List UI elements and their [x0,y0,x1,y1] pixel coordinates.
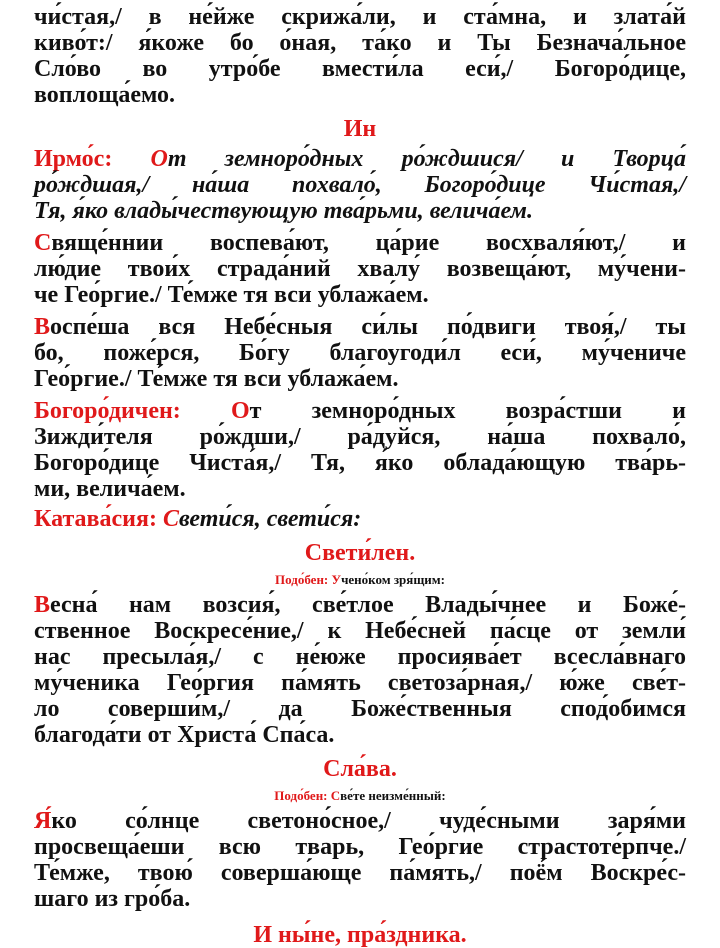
katavasia-line [0,506,720,532]
text-line: му́ченика Гео́ргия па́мять светоза́рная,/ ю́же све́т- [34,670,686,696]
drop-cap: С [330,788,341,803]
exapostilarion-paragraph [0,592,720,748]
heading-in: Ин [343,116,377,142]
podoben-line [0,572,720,588]
katavasia-label: Катава́сия: [34,506,163,532]
text-line: воплоща́емо. [34,82,176,108]
text-line: т земноро́дных возра́стши и [249,398,686,424]
text-line: чи́стая,/ в не́йже скрижа́ли, и ста́мна, и злата́й [34,4,686,30]
theotokion-paragraph [0,398,720,502]
text-line: ко со́лнце светоно́сное,/ чуде́сными заря́ми [51,808,686,834]
heading-svetilen: Свети́лен. [304,540,416,566]
drop-cap: О [230,398,250,424]
podoben-label: Подо́бен: [274,788,331,803]
troparion-paragraph [0,230,720,308]
text-line: Сло́во во утро́бе вмести́ла еси́,/ Богоро́дице, [34,56,686,82]
text-line: ро́ждшая,/ на́ша похвало́, Богоро́дице Чи́стая,/ [34,172,686,198]
troparion-paragraph [0,314,720,392]
text-line: ми, велича́ем. [34,476,186,502]
text-line: Богоро́дице Чиста́я,/ Тя, я́ко облада́ющую тва́рь- [34,450,686,476]
text-line: шаго из гро́ба. [34,886,191,912]
text-line: нас пресыла́я,/ с не́юже просиява́ет всесла́внаго [34,644,686,670]
text-line: че Гео́ргие./ Те́мже тя вси ублажа́ем. [34,282,429,308]
podoben-label: Подо́бен: [275,572,332,587]
drop-cap: У [331,572,342,587]
heading-slava: Сла́ва. [323,756,397,782]
text-line: вети́ся, свети́ся: [178,506,362,532]
heading-i-nyne: И ны́не, пра́здника. [253,922,467,948]
text-line: киво́т:/ я́коже бо о́ная, та́ко и Ты Безнача́льное [34,30,686,56]
text-line: Гео́ргие./ Те́мже тя вси ублажа́ем. [34,366,399,392]
text-line: Те́мже, твою́ соверша́юще па́мять,/ поё́м Воскре́с- [34,860,686,886]
drop-cap: С [162,506,179,532]
theotokion-label: Богоро́дичен: [34,398,231,424]
drop-cap: Я́ [34,808,52,834]
drop-cap: С [34,230,52,256]
text-line: есна́ нам возсия́, све́тлое Влады́чнее и Боже́- [50,592,686,618]
drop-cap: В [34,592,51,618]
text-line: т земноро́дных ро́ждшися/ и Творца́ [167,146,687,172]
text-line: благода́ти от Христа́ Спа́са. [34,722,335,748]
podoben-text: ве́те неизме́нный: [340,788,446,803]
text-line: ло соверши́м,/ да Боже́ственныя спод́обимся [34,696,686,722]
podoben-text: чено́ком зря́щим: [341,572,445,587]
drop-cap: О [150,146,168,172]
text-line: просвеща́еши всю тварь, Гео́ргие страстоте́рпче./ [34,834,686,860]
irmos-paragraph [0,146,720,224]
podoben-line [0,788,720,804]
irmos-label: Ирмо́с: [34,146,151,172]
exapostilarion-paragraph [0,808,720,912]
text-line: лю́дие твои́х страда́ний хвалу́ возвеща́ют, му́чени- [34,256,686,282]
text-line: вяще́ннии воспева́ют, ца́рие восхваля́ют,/ и [51,230,686,256]
text-line: ственное Воскресе́ние,/ к Небе́сней па́сце от земли́ [34,618,686,644]
text-line: бо, поже́рся, Бо́гу благоугоди́л еси́, му́чениче [34,340,686,366]
text-line: Зижди́теля ро́ждши,/ ра́дуйся, на́ша похвало́, [34,424,686,450]
drop-cap: В [34,314,51,340]
text-line: оспе́ша вся Небе́сныя си́лы по́двиги твоя́,/ ты [50,314,686,340]
text-paragraph-continuation [0,4,720,108]
text-line: Тя, я́ко влады́чествующую тва́рьми, велича́ем. [34,198,533,224]
